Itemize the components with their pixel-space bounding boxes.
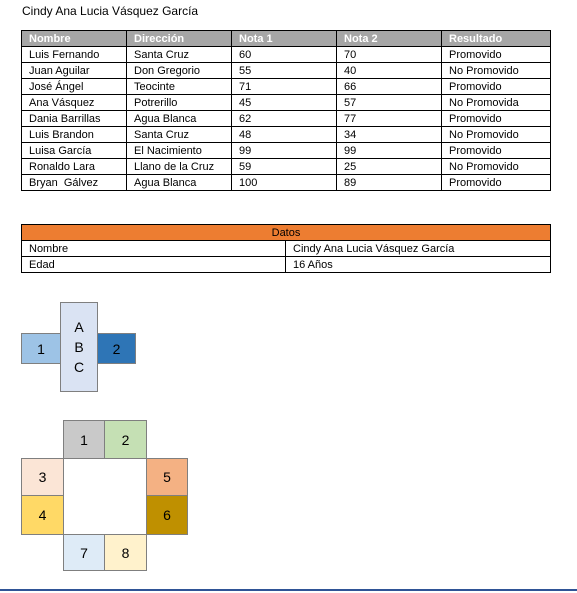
cell-resultado: No Promovido — [442, 63, 551, 79]
cell-direccion: Don Gregorio — [127, 63, 232, 79]
cross-right-box: 2 — [97, 333, 136, 364]
column-header-nombre: Nombre — [22, 31, 127, 47]
cell-nota-2: 25 — [337, 159, 442, 175]
ring-box-5: 5 — [146, 458, 188, 496]
cell-resultado: No Promovido — [442, 159, 551, 175]
cell-direccion: Agua Blanca — [127, 111, 232, 127]
document-title: Cindy Ana Lucia Vásquez García — [22, 4, 199, 18]
ring-box-1: 1 — [63, 420, 105, 459]
page-bottom-border — [0, 589, 577, 591]
cell-resultado: Promovido — [442, 79, 551, 95]
cell-nota-1: 59 — [232, 159, 337, 175]
cell-nombre: Luis Brandon — [22, 127, 127, 143]
datos-nombre-value: Cindy Ana Lucia Vásquez García — [286, 241, 551, 257]
ring-box-8: 8 — [104, 534, 147, 571]
cell-resultado: No Promovida — [442, 95, 551, 111]
datos-table — [21, 224, 551, 273]
cell-nota-1: 48 — [232, 127, 337, 143]
column-header-nota-1: Nota 1 — [232, 31, 337, 47]
table-row — [22, 175, 551, 191]
cell-direccion: El Nacimiento — [127, 143, 232, 159]
table-row — [22, 95, 551, 111]
table-row — [22, 63, 551, 79]
cross-center-letter: C — [73, 359, 85, 375]
cell-nota-1: 45 — [232, 95, 337, 111]
cross-center-letter: B — [74, 339, 84, 355]
column-header-direccion: Dirección — [127, 31, 232, 47]
datos-edad-value: 16 Años — [286, 257, 551, 273]
cell-nota-2: 66 — [337, 79, 442, 95]
cell-direccion: Agua Blanca — [127, 175, 232, 191]
cell-nota-2: 77 — [337, 111, 442, 127]
table-row — [22, 111, 551, 127]
cell-nombre: Juan Aguilar — [22, 63, 127, 79]
table-row — [22, 143, 551, 159]
cell-resultado: Promovido — [442, 143, 551, 159]
cell-nota-2: 34 — [337, 127, 442, 143]
grades-table — [21, 30, 551, 191]
cell-resultado: Promovido — [442, 175, 551, 191]
cell-nombre: Bryan Gálvez — [22, 175, 127, 191]
cell-nota-1: 99 — [232, 143, 337, 159]
cell-direccion: Santa Cruz — [127, 47, 232, 63]
cell-nombre: Luisa García — [22, 143, 127, 159]
cell-direccion: Potrerillo — [127, 95, 232, 111]
cross-center-letter: A — [74, 319, 84, 335]
column-header-resultado: Resultado — [442, 31, 551, 47]
cell-nota-1: 55 — [232, 63, 337, 79]
ring-box-2: 2 — [104, 420, 147, 459]
cell-nota-2: 89 — [337, 175, 442, 191]
ring-box-4: 4 — [21, 495, 64, 535]
datos-edad-label: Edad — [22, 257, 286, 273]
table-header-row — [22, 31, 551, 47]
table-row — [22, 159, 551, 175]
cell-direccion: Teocinte — [127, 79, 232, 95]
cell-nombre: José Ángel — [22, 79, 127, 95]
datos-nombre-label: Nombre — [22, 241, 286, 257]
table-row — [22, 79, 551, 95]
table-row — [22, 47, 551, 63]
cell-nota-1: 60 — [232, 47, 337, 63]
cell-nota-2: 99 — [337, 143, 442, 159]
cell-resultado: No Promovido — [442, 127, 551, 143]
ring-box-7: 7 — [63, 534, 105, 571]
cell-nota-1: 100 — [232, 175, 337, 191]
ring-box-6: 6 — [146, 495, 188, 535]
datos-header-row — [22, 225, 551, 241]
ring-box-3: 3 — [21, 458, 64, 496]
datos-row-nombre — [22, 241, 551, 257]
datos-header: Datos — [22, 225, 551, 241]
cell-resultado: Promovido — [442, 111, 551, 127]
cell-nota-2: 57 — [337, 95, 442, 111]
table-row — [22, 127, 551, 143]
cell-direccion: Santa Cruz — [127, 127, 232, 143]
cell-nombre: Ana Vásquez — [22, 95, 127, 111]
cell-direccion: Llano de la Cruz — [127, 159, 232, 175]
cell-nota-1: 71 — [232, 79, 337, 95]
cell-nota-2: 40 — [337, 63, 442, 79]
cell-nombre: Luis Fernando — [22, 47, 127, 63]
cross-left-box: 1 — [21, 333, 61, 364]
cell-nota-2: 70 — [337, 47, 442, 63]
cell-nota-1: 62 — [232, 111, 337, 127]
cell-resultado: Promovido — [442, 47, 551, 63]
cross-center-box — [60, 302, 98, 392]
cell-nombre: Ronaldo Lara — [22, 159, 127, 175]
column-header-nota-2: Nota 2 — [337, 31, 442, 47]
datos-row-edad — [22, 257, 551, 273]
cell-nombre: Dania Barrillas — [22, 111, 127, 127]
